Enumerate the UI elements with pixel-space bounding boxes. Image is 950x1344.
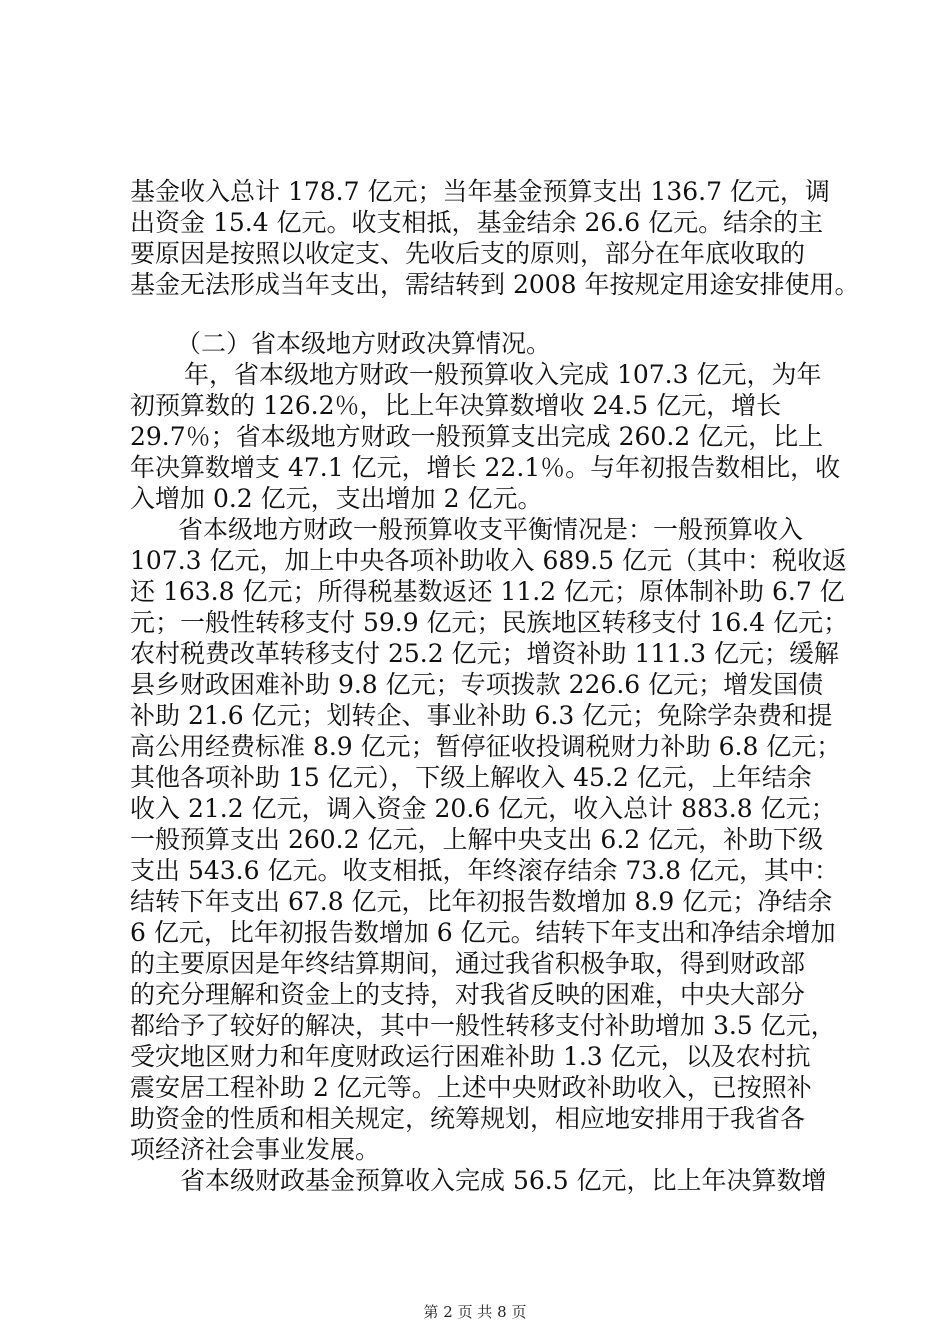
text-line: 项经济社会事业发展。 — [130, 1135, 381, 1164]
text-line: 年决算数增支 47.1 亿元，增长 22.1％。与年初报告数相比，收 — [130, 453, 841, 482]
text-line: 受灾地区财力和年度财政运行困难补助 1.3 亿元，以及农村抗 — [130, 1042, 811, 1071]
text-line: 6 亿元，比年初报告数增加 6 亿元。结转下年支出和净结余增加 — [130, 918, 836, 947]
text-line: 要原因是按照以收定支、先收后支的原则，部分在年底收取的 — [130, 239, 806, 268]
text-line: 元；一般性转移支付 59.9 亿元；民族地区转移支付 16.4 亿元； — [130, 608, 849, 637]
page-number-footer: 第 2 页 共 8 页 — [423, 1303, 527, 1321]
text-line: 29.7％；省本级地方财政一般预算支出完成 260.2 亿元，比上 — [130, 422, 824, 451]
text-line: 基金收入总计 178.7 亿元；当年基金预算支出 136.7 亿元，调 — [130, 177, 830, 206]
text-line: 高公用经费标准 8.9 亿元；暂停征收投调税财力补助 6.8 亿元； — [130, 732, 842, 761]
text-line: 省本级地方财政一般预算收支平衡情况是：一般预算收入 — [178, 515, 804, 544]
text-line: 结转下年支出 67.8 亿元，比年初报告数增加 8.9 亿元；净结余 — [130, 887, 833, 916]
text-line: 出资金 15.4 亿元。收支相抵，基金结余 26.6 亿元。结余的主 — [130, 208, 824, 237]
text-line: 助资金的性质和相关规定，统筹规划，相应地安排用于我省各 — [130, 1104, 806, 1133]
text-line: 收入 21.2 亿元，调入资金 20.6 亿元，收入总计 883.8 亿元； — [130, 794, 836, 823]
text-line: 还 163.8 亿元；所得税基数返还 11.2 亿元；原体制补助 6.7 亿 — [130, 577, 845, 606]
text-line: 年，省本级地方财政一般预算收入完成 107.3 亿元，为年 — [184, 360, 822, 389]
text-line: 107.3 亿元，加上中央各项补助收入 689.5 亿元（其中：税收返 — [130, 546, 847, 575]
text-line: 都给予了较好的解决，其中一般性转移支付补助增加 3.5 亿元， — [130, 1011, 836, 1040]
section-heading: （二）省本级地方财政决算情况。 — [176, 329, 552, 358]
text-line: 补助 21.6 亿元；划转企、事业补助 6.3 亿元；免除学杂费和提 — [130, 701, 833, 730]
text-line: 的充分理解和资金上的支持，对我省反映的困难，中央大部分 — [130, 980, 806, 1009]
text-line: 县乡财政困难补助 9.8 亿元；专项拨款 226.6 亿元；增发国债 — [130, 670, 824, 699]
text-line: 初预算数的 126.2％，比上年决算数增收 24.5 亿元，增长 — [130, 391, 782, 420]
text-line: 农村税费改革转移支付 25.2 亿元；增资补助 111.3 亿元；缓解 — [130, 639, 840, 668]
text-line: 的主要原因是年终结算期间，通过我省积极争取，得到财政部 — [130, 949, 806, 978]
text-line: 入增加 0.2 亿元，支出增加 2 亿元。 — [130, 484, 543, 513]
text-line: 支出 543.6 亿元。收支相抵，年终滚存结余 73.8 亿元，其中： — [130, 856, 840, 885]
text-line: 省本级财政基金预算收入完成 56.5 亿元，比上年决算数增 — [180, 1166, 827, 1195]
text-line: 基金无法形成当年支出，需结转到 2008 年按规定用途安排使用。 — [130, 270, 860, 299]
text-line: 其他各项补助 15 亿元），下级上解收入 45.2 亿元，上年结余 — [130, 763, 812, 792]
text-line: 一般预算支出 260.2 亿元，上解中央支出 6.2 亿元，补助下级 — [130, 825, 824, 854]
text-line: 震安居工程补助 2 亿元等。上述中央财政补助收入，已按照补 — [130, 1073, 812, 1102]
